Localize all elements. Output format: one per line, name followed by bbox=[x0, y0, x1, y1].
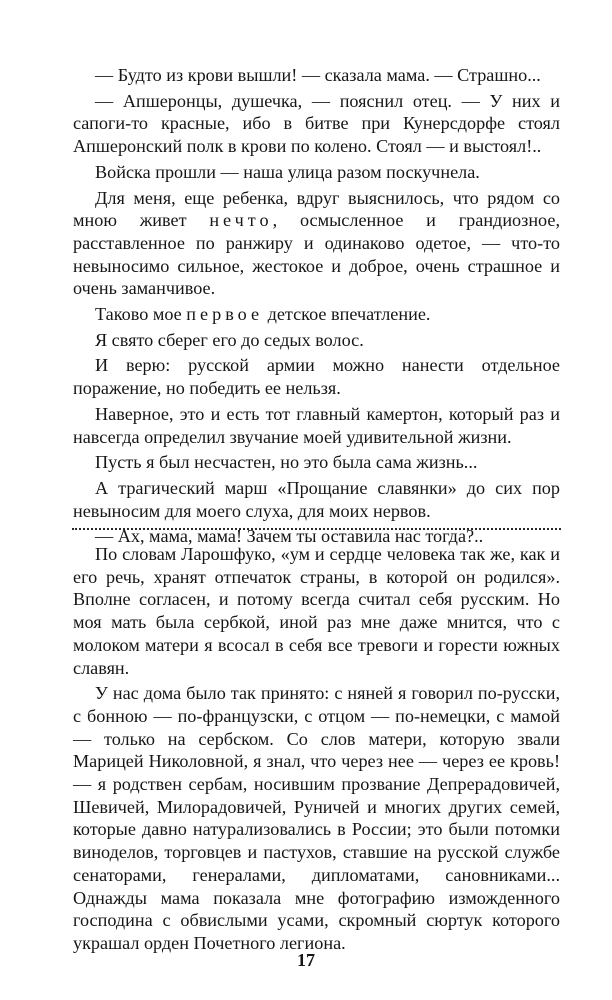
paragraph: По словам Ларошфуко, «ум и сердце человека так же, как и его речь, хранят отпечаток страны, в которой он родился». Вполне согласен, и потому всегда считал себя русским. Но моя мать была сербкой, иной раз мне даже мнится, что с молоком матери я всосал в себя все тревоги и горести южных славян. bbox=[73, 544, 560, 678]
paragraph: — Ах, мама, мама! Зачем ты оставила нас тогда?.. bbox=[95, 526, 484, 547]
section-divider bbox=[72, 528, 561, 530]
paragraph: А трагический марш «Прощание славянки» до сих пор невыносим для моего слуха, для моих нервов. bbox=[73, 477, 560, 521]
text-run: Для меня, еще ребенка, вдруг выяснилось, что рядом со мною живет bbox=[73, 187, 560, 231]
text-run: Таково мое bbox=[95, 304, 187, 325]
spaced-emphasis: первое bbox=[186, 304, 264, 325]
page-number: 17 bbox=[297, 950, 315, 970]
paragraph: Войска прошли — наша улица разом поскучнела. bbox=[95, 161, 480, 182]
paragraph: И верю: русской армии можно нанести отдельное поражение, но победить ее нельзя. bbox=[73, 355, 560, 399]
paragraph: Я свято сберег его до седых волос. bbox=[95, 329, 364, 350]
paragraph: Пусть я был несчастен, но это была сама жизнь... bbox=[95, 452, 478, 473]
text-run: , осмысленное и грандиозное, расставленное по ранжиру и одинаково одетое, — что-то невыносимо сильное, жестокое и доброе, очень страшное и очень заманчивое. bbox=[73, 210, 560, 299]
paragraph: Наверное, это и есть тот главный камертон, который раз и навсегда определил звучание моей удивительной жизни. bbox=[73, 403, 560, 447]
paragraph: У нас дома было так принято: с няней я говорил по-русски, с бонною — по-французски, с отцом — по-немецки, с мамой — только на сербском. Со слов матери, которую звали Марицей Николовной, я знал, что через нее — через ее кровь! — я родствен сербам, носившим прозвание Депрерадовичей, Шевичей, Милорадовичей, Руничей и многих других семей, которые давно натурализовались в России; это были потомки виноделов, торговцев и пастухов, ставшие на русской службе сенаторами, генералами, дипломатами, сановниками... Однажды мама показала мне фотографию изможденного господина с обвислыми усами, скромный сюртук которого украшал орден Почетного легиона. bbox=[73, 683, 560, 953]
text-run: детское впечатление. bbox=[263, 304, 431, 325]
paragraph bbox=[73, 303, 560, 326]
spaced-emphasis: нечто bbox=[209, 210, 273, 231]
section-two bbox=[73, 543, 560, 958]
paragraph: — Апшеронцы, душечка, — пояснил отец. — У них и сапоги-то красные, ибо в битве при Кунерсдорфе стоял Апшеронский полк в крови по колено. Стоял — и выстоял!.. bbox=[73, 90, 560, 157]
section-one bbox=[73, 64, 560, 551]
paragraph bbox=[73, 187, 560, 301]
paragraph: — Будто из крови вышли! — сказала мама. — Страшно... bbox=[95, 65, 541, 85]
